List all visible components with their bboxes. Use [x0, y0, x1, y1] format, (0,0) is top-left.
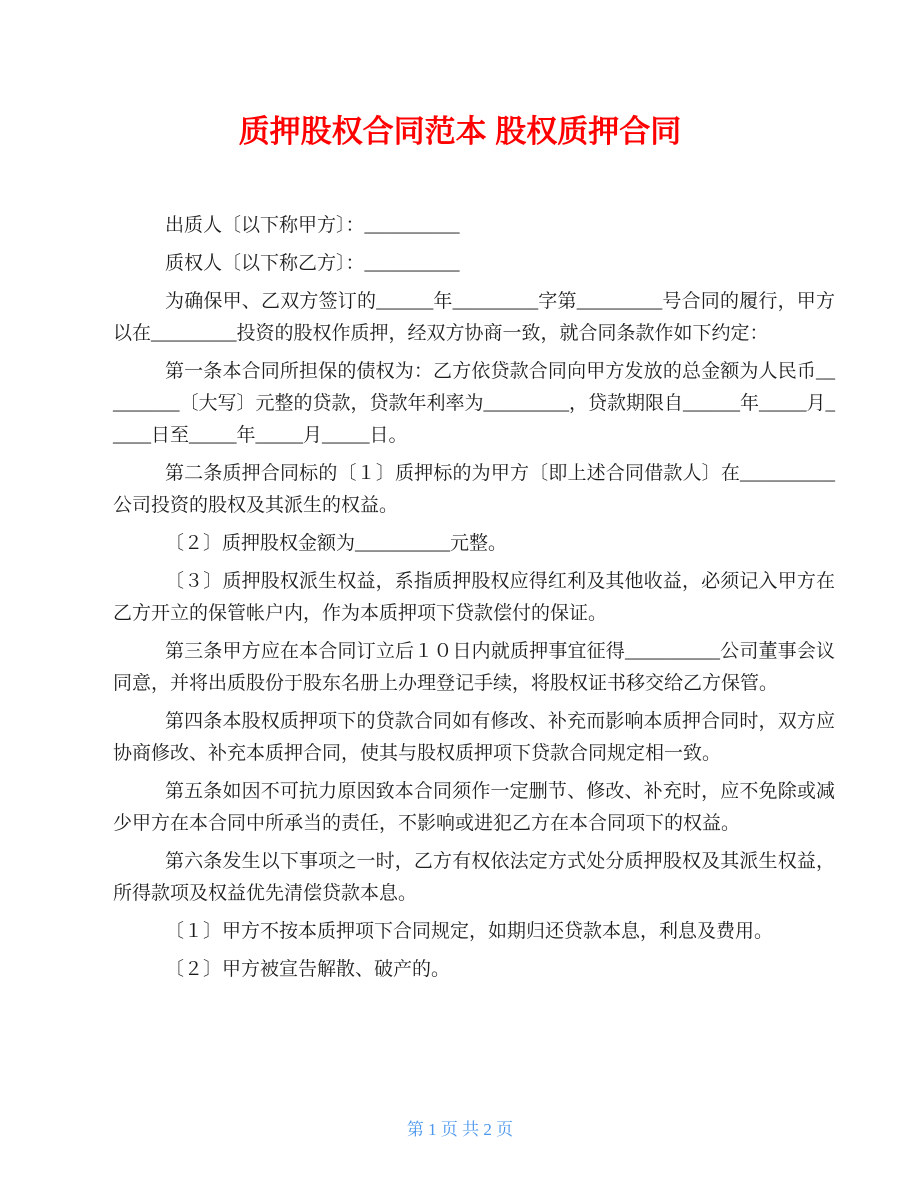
page-number: 第 1 页 共 2 页 — [406, 1120, 514, 1139]
paragraph-pledgee: 质权人〔以下称乙方〕：__________ — [165, 253, 460, 274]
document-body — [113, 210, 835, 986]
paragraph-article-4: 第四条本股权质押项下的贷款合同如有修改、补充而影响本质押合同时，双方应协商修改、补充本质押合同，使其与股权质押项下贷款合同规定相一致。 — [113, 711, 835, 764]
paragraph-article-1: 第一条本合同所担保的债权为：乙方依贷款合同向甲方发放的总金额为人民币_________〔大写〕元整的贷款，贷款年利率为_________，贷款期限自______年_____月_____日至_____年_____月_____日。 — [113, 361, 836, 446]
paragraph-article-3: 第三条甲方应在本合同订立后１０日内就质押事宜征得__________公司董事会议同意，并将出质股份于股东名册上办理登记手续，将股权证书移交给乙方保管。 — [113, 641, 835, 694]
document-title: 质押股权合同范本 股权质押合同 — [238, 114, 682, 149]
paragraph-article-6-1: 〔１〕甲方不按本质押项下合同规定，如期归还贷款本息，利息及费用。 — [165, 921, 774, 942]
paragraph-article-6: 第六条发生以下事项之一时，乙方有权依法定方式处分质押股权及其派生权益，所得款项及权益优先清偿贷款本息。 — [113, 851, 835, 904]
paragraph-article-5: 第五条如因不可抗力原因致本合同须作一定删节、修改、补充时，应不免除或减少甲方在本合同中所承当的责任，不影响或进犯乙方在本合同项下的权益。 — [113, 781, 835, 834]
paragraph-pledgor: 出质人〔以下称甲方〕：__________ — [165, 215, 460, 236]
paragraph-article-2-3: 〔３〕质押股权派生权益，系指质押股权应得红利及其他收益，必须记入甲方在乙方开立的保管帐户内，作为本质押项下贷款偿付的保证。 — [113, 571, 835, 624]
paragraph-article-6-2: 〔２〕甲方被宣告解散、破产的。 — [165, 959, 451, 980]
paragraph-preamble: 为确保甲、乙双方签订的______年_________字第_________号合同的履行，甲方以在_________投资的股权作质押，经双方协商一致，就合同条款作如下约定： — [113, 291, 835, 344]
paragraph-article-2-2: 〔２〕质押股权金额为__________元整。 — [165, 533, 508, 554]
paragraph-article-2: 第二条质押合同标的〔１〕质押标的为甲方〔即上述合同借款人〕在__________公司投资的股权及其派生的权益。 — [113, 463, 835, 516]
